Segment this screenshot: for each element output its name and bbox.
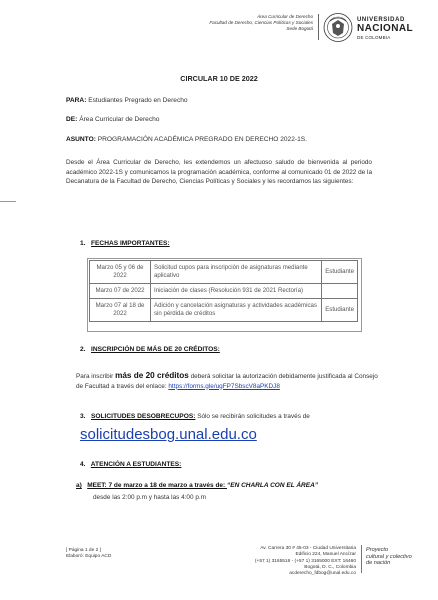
meet-hours: desde las 2:00 p.m y hasta las 4:00 p.m <box>93 494 206 501</box>
section-2-paragraph <box>76 371 382 391</box>
meet-letter: a) <box>76 482 82 489</box>
footer-divider <box>361 545 362 573</box>
dates-table <box>89 260 358 322</box>
uni-line-2: NACIONAL <box>357 23 413 34</box>
footer-elab: Elaboró: Equipo ACD <box>66 554 112 560</box>
slogan-line-3: de nación <box>366 560 391 567</box>
de-line <box>66 116 159 123</box>
footer-addr-4: Bogotá, D. C., Colombia <box>304 564 356 570</box>
margin-rule <box>0 201 16 202</box>
para-label: PARA: <box>66 97 87 104</box>
de-value: Área Curricular de Derecho <box>79 116 160 123</box>
meet-label: MEET: 7 de marzo a 18 de marzo a través de: <box>87 482 228 489</box>
table-cell-desc: Adición y cancelación asignaturas y actividades académicas sin pérdida de créditos <box>151 299 322 322</box>
table-cell-who <box>322 284 358 299</box>
footer-addr-5: acderecho_fdbog@unal.edu.co <box>289 571 356 577</box>
slogan-line-1: Proyecto <box>366 547 389 553</box>
meet-line <box>76 482 318 489</box>
table-cell-who: Estudiante <box>322 299 358 322</box>
section-3-title: SOLICITUDES DESOBRECUPOS: <box>91 413 196 420</box>
s2-bold: más de 20 créditos <box>115 371 189 380</box>
credits-form-link[interactable]: https://forms.gle/ugFP7SbscV8aPKDJ8 <box>168 382 280 390</box>
section-1-title: FECHAS IMPORTANTES: <box>91 240 170 247</box>
table-cell-desc: Iniciación de clases (Resolución 931 de 2021 Rectoría) <box>151 284 322 299</box>
section-3-heading <box>80 413 310 420</box>
uni-line-3: DE COLOMBIA <box>357 35 391 40</box>
header-line-3: Sede Bogotá <box>286 26 313 31</box>
table-cell-who: Estudiante <box>322 261 358 284</box>
section-3-number: 3. <box>80 413 86 420</box>
header-department-info <box>209 14 313 32</box>
section-3-rest: Sólo se recibirán solicitudes a través de <box>195 413 310 420</box>
circular-title: CIRCULAR 10 DE 2022 <box>180 74 258 83</box>
section-2-heading <box>80 346 220 353</box>
s2-text-b: deberá solicitar la autorización debidamente justificada al Consejo de Facultad a través del enlace: <box>76 373 378 390</box>
para-value: Estudiantes Pregrado en Derecho <box>88 97 188 104</box>
uni-line-1: UNIVERSIDAD <box>357 17 405 23</box>
table-cell-date: Marzo 05 y 06 de 2022 <box>90 261 151 284</box>
table-row <box>90 261 358 284</box>
table-row <box>90 299 358 322</box>
de-label: DE: <box>66 116 78 123</box>
header-line-2: Facultad de Derecho, Ciencias Políticas y Sociales <box>209 20 313 25</box>
section-1-number: 1. <box>80 240 86 247</box>
s2-text-a: Para inscribir <box>76 373 116 380</box>
section-2-number: 2. <box>80 346 86 353</box>
footer-address <box>255 546 356 577</box>
slogan-line-2: cultural y colectivo <box>366 553 412 560</box>
footer-addr-2: Edificio 224, Manuel Ancízar <box>295 552 356 558</box>
university-wordmark <box>357 17 413 41</box>
intro-paragraph: Desde el Área Curricular de Derecho, les extendemos un afectuoso saludo de bienvenida al periodo académico 2022-1S y comunicamos la programación académica, conforme al comunicado 01 de 2022 de la Decanatura de la Facultad de Derecho, Ciencias Políticas y Sociales y les recordamos las siguientes: <box>66 159 372 186</box>
asunto-value: PROGRAMACIÓN ACADÉMICA PREGRADO EN DERECHO 2022-1S. <box>97 136 307 143</box>
footer-left <box>66 548 111 561</box>
header-divider <box>318 14 319 40</box>
section-4-title: ATENCIÓN A ESTUDIANTES: <box>90 461 182 468</box>
section-4-heading <box>80 461 181 468</box>
section-1-heading <box>80 240 170 247</box>
table-cell-date: Marzo 07 de 2022 <box>90 284 151 299</box>
solicitudes-link[interactable]: solicitudesbog.unal.edu.co <box>80 426 257 443</box>
header-line-1: Área Curricular de Derecho <box>257 14 313 19</box>
section-2-title: INSCRIPCIÓN DE MÁS DE 20 CRÉDITOS: <box>91 346 220 353</box>
footer-slogan <box>366 547 412 567</box>
footer-addr-3: (+57 1) 3165516 - (+57 1) 3165000 EXT: 16460 <box>254 558 356 564</box>
para-line <box>66 97 188 104</box>
table-cell-desc: Solicitud cupos para inscripción de asignaturas mediante aplicativo <box>151 261 322 284</box>
footer-page: [ Página 1 de 2 ] <box>66 548 101 553</box>
asunto-line <box>66 136 307 143</box>
university-seal-icon <box>323 11 353 44</box>
asunto-label: ASUNTO: <box>66 136 96 143</box>
table-row <box>90 284 358 299</box>
section-4-number: 4. <box>80 461 86 468</box>
meet-italic: “EN CHARLA CON EL ÁREA” <box>227 482 319 489</box>
footer-addr-1: Av. Carrera 30 # 45-03 - Ciudad Universitaria <box>260 546 356 551</box>
table-cell-date: Marzo 07 al 18 de 2022 <box>90 299 151 322</box>
